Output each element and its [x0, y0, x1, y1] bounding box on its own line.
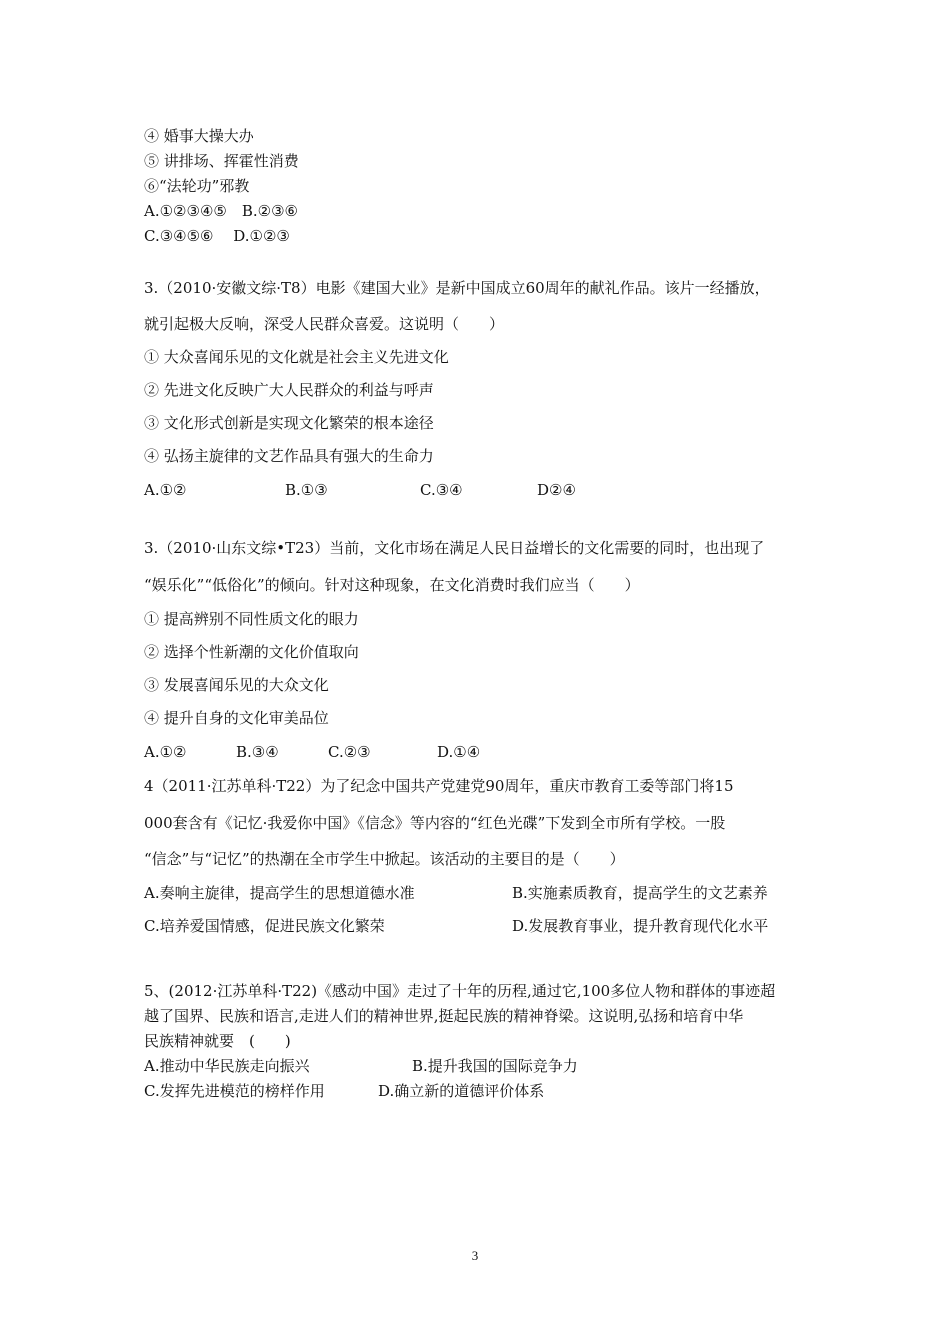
question-stem: 3.（2010·安徽文综·T8）电影《建国大业》是新中国成立60周年的献礼作品。该片一经播放，: [144, 279, 770, 297]
question-item: ① 提高辨别不同性质文化的眼力: [144, 610, 359, 628]
option-a: A.推动中华民族走向振兴: [144, 1057, 310, 1075]
question-stem: 就引起极大反响，深受人民群众喜爱。这说明（ ）: [144, 315, 505, 333]
option-c: C.②③: [328, 743, 371, 761]
question-stem: 000套含有《记忆·我爱你中国》《信念》等内容的“红色光碟”下发到全市所有学校。一股: [144, 814, 726, 832]
option-c: C.③④: [420, 481, 463, 499]
question-stem: 4（2011·江苏单科·T22）为了纪念中国共产党建党90周年，重庆市教育工委等部门将15: [144, 777, 734, 795]
question-item: ⑥“法轮功”邪教: [144, 177, 250, 195]
answer-options: A.①②③④⑤ B.②③⑥: [144, 202, 298, 220]
question-item: ④ 弘扬主旋律的文艺作品具有强大的生命力: [144, 447, 434, 465]
question-item: ② 选择个性新潮的文化价值取向: [144, 643, 359, 661]
option-d: D.①④: [437, 743, 481, 761]
option-d: D.发展教育事业，提升教育现代化水平: [512, 917, 769, 935]
question-stem: “信念”与“记忆”的热潮在全市学生中掀起。该活动的主要目的是（ ）: [144, 850, 625, 868]
question-stem: “娱乐化”“低俗化”的倾向。针对这种现象，在文化消费时我们应当（ ）: [144, 576, 640, 594]
page-number: 3: [471, 1248, 479, 1263]
question-item: ④ 提升自身的文化审美品位: [144, 709, 329, 727]
option-b: B.实施素质教育，提高学生的文艺素养: [512, 884, 768, 902]
question-stem: 3.（2010·山东文综•T23）当前，文化市场在满足人民日益增长的文化需要的同时，也出现了: [144, 539, 765, 557]
question-item: ② 先进文化反映广大人民群众的利益与呼声: [144, 381, 434, 399]
option-a: A.①②: [144, 481, 187, 499]
option-b: B.提升我国的国际竞争力: [412, 1057, 578, 1075]
question-stem: 民族精神就要 ( ): [144, 1032, 291, 1050]
question-stem: 5、(2012·江苏单科·T22)《感动中国》走过了十年的历程,通过它,100多位人物和群体的事迹超: [144, 982, 776, 1000]
question-item: ④ 婚事大操大办: [144, 127, 254, 145]
question-item: ③ 发展喜闻乐见的大众文化: [144, 676, 329, 694]
question-item: ③ 文化形式创新是实现文化繁荣的根本途径: [144, 414, 434, 432]
option-a: A.①②: [144, 743, 187, 761]
option-d: D②④: [537, 481, 576, 499]
question-item: ① 大众喜闻乐见的文化就是社会主义先进文化: [144, 348, 449, 366]
option-a: A.奏响主旋律，提高学生的思想道德水准: [144, 884, 415, 902]
option-c: C.培养爱国情感，促进民族文化繁荣: [144, 917, 385, 935]
option-d: D.确立新的道德评价体系: [378, 1082, 545, 1100]
option-b: B.③④: [236, 743, 279, 761]
option-b: B.①③: [285, 481, 328, 499]
option-c: C.发挥先进模范的榜样作用: [144, 1082, 325, 1100]
question-stem: 越了国界、民族和语言,走进人们的精神世界,挺起民族的精神脊梁。这说明,弘扬和培育中华: [144, 1007, 744, 1025]
answer-options: C.③④⑤⑥ D.①②③: [144, 227, 290, 245]
question-item: ⑤ 讲排场、挥霍性消费: [144, 152, 299, 170]
